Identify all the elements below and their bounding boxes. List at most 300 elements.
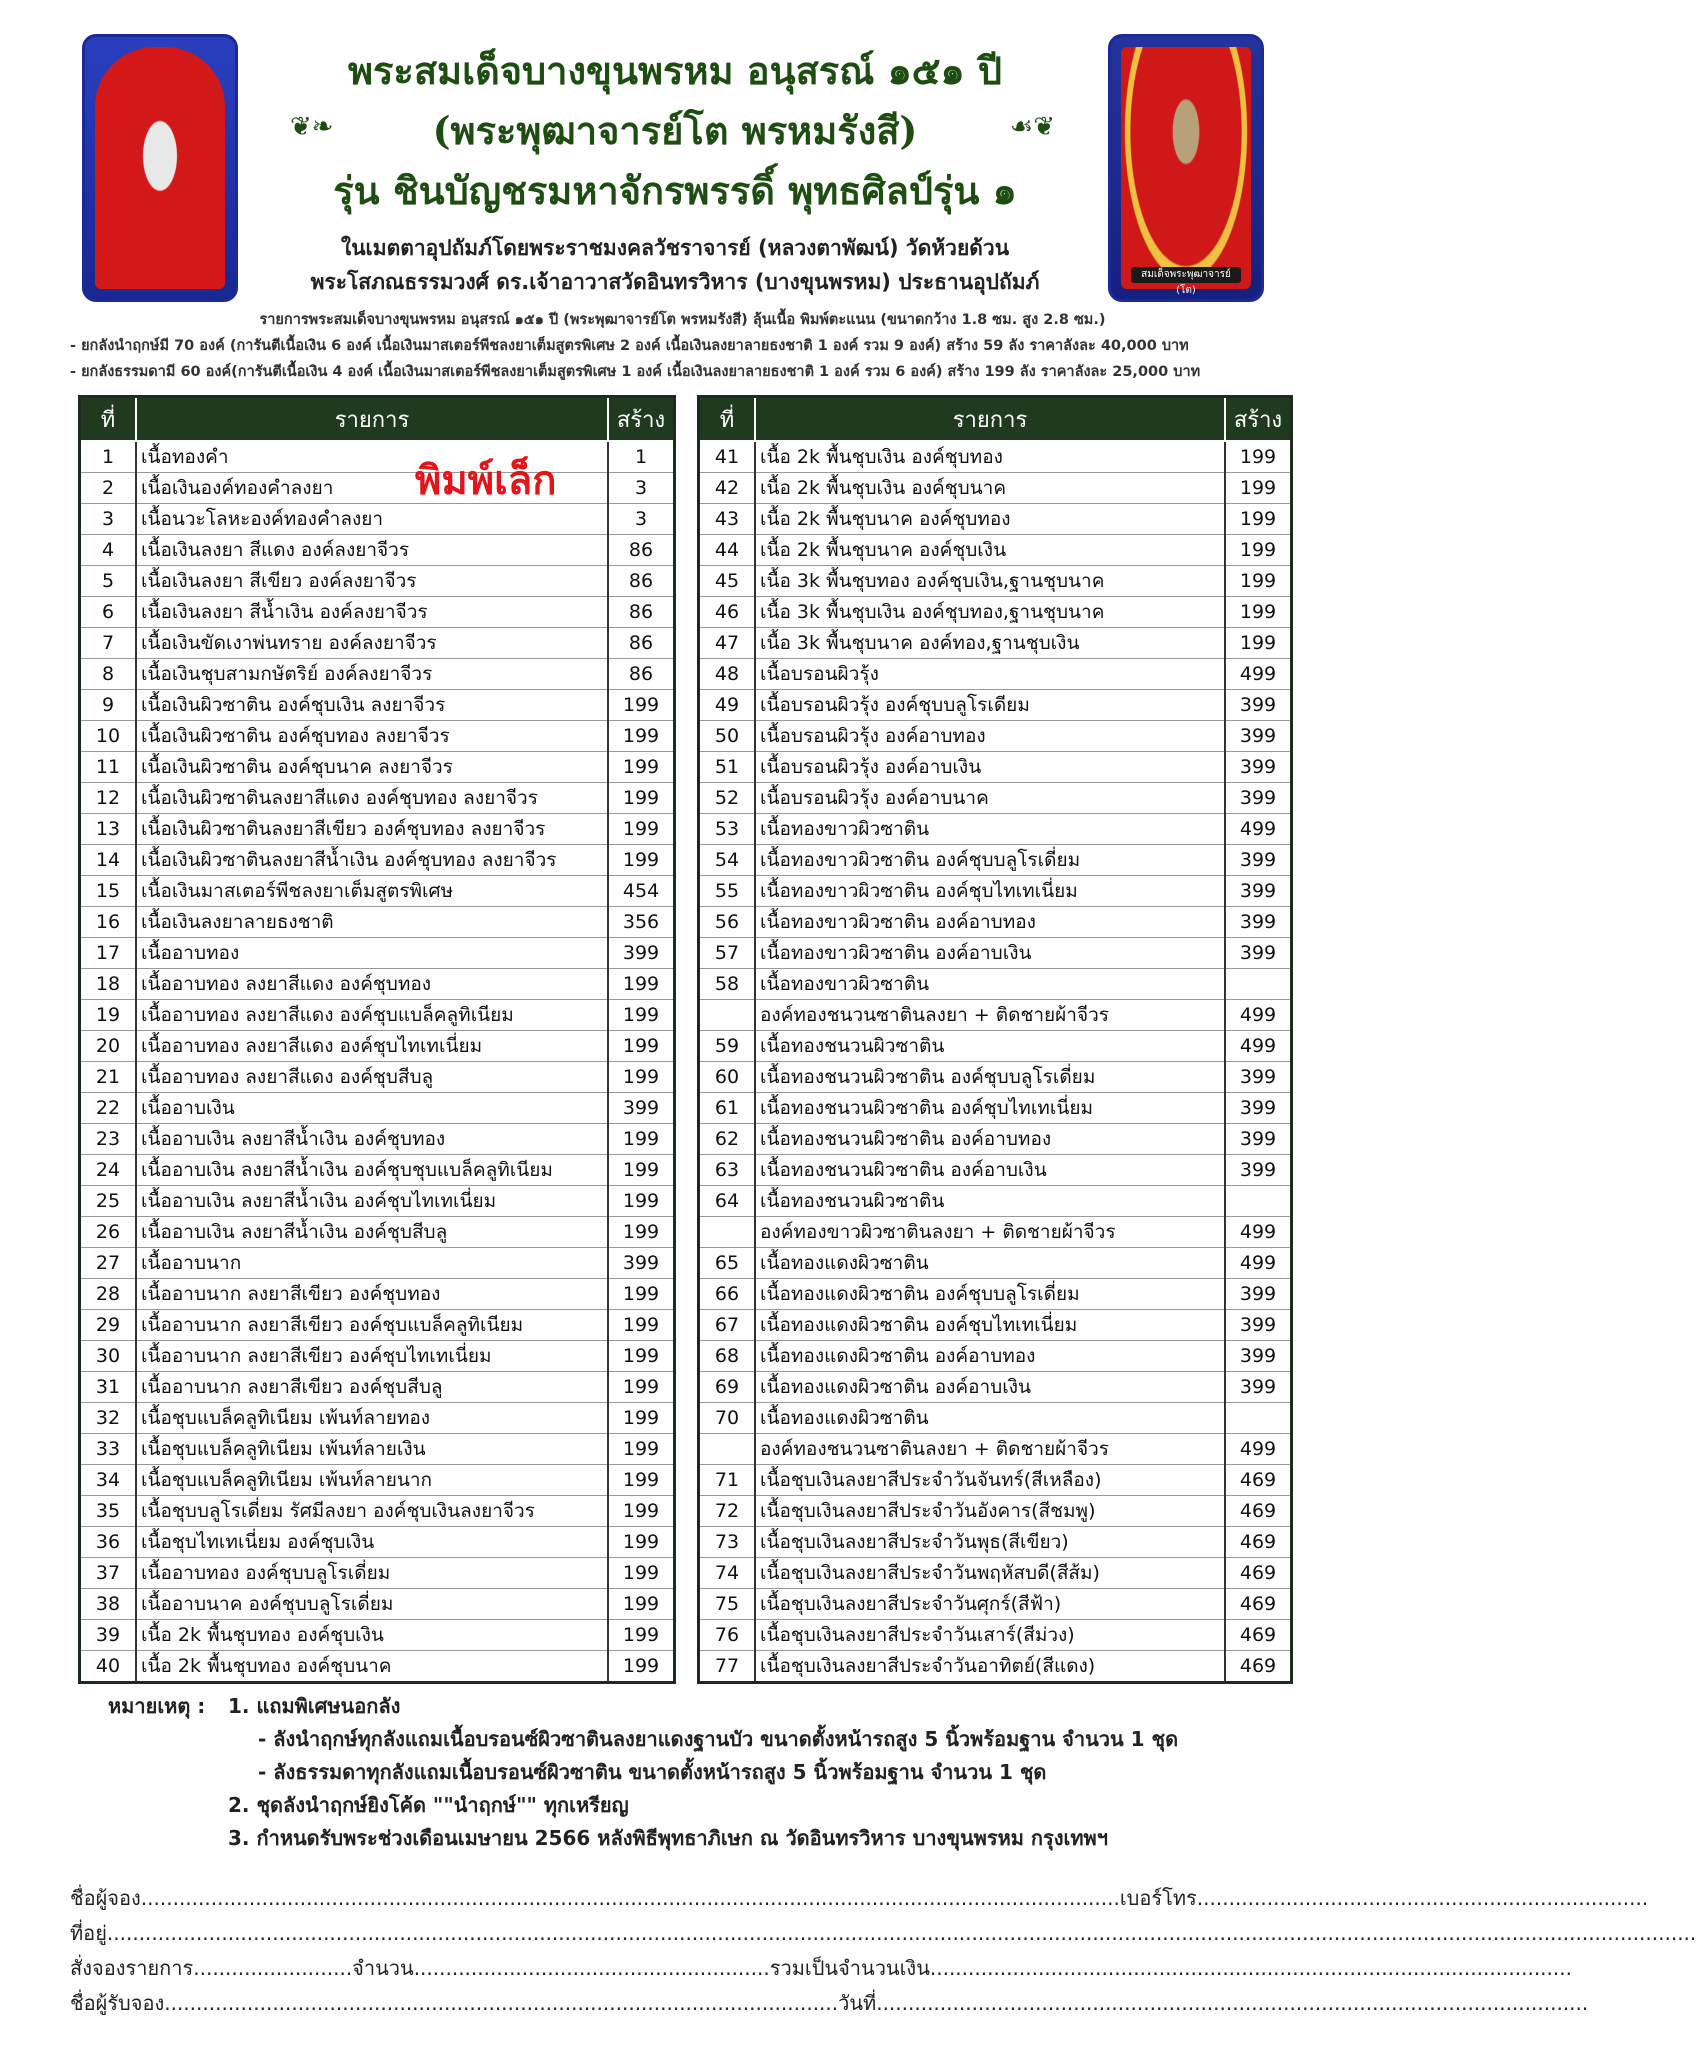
title-line-2: (พระพุฒาจารย์โต พรหมรังสี) <box>432 108 918 153</box>
row-quantity: 199 <box>1225 535 1292 566</box>
table-row <box>699 1093 1292 1124</box>
row-item: เนื้อเงินผิวซาติน องค์ชุบทอง ลงยาจีวร <box>136 721 608 752</box>
monk-figure-icon <box>1121 47 1251 289</box>
row-number: 73 <box>699 1527 756 1558</box>
row-quantity: 399 <box>1225 845 1292 876</box>
table-row <box>80 721 675 752</box>
row-item: เนื้อทองคำ <box>136 441 608 473</box>
row-number: 7 <box>80 628 137 659</box>
row-number: 41 <box>699 441 756 473</box>
note-1: 1. แถมพิเศษนอกลัง <box>228 1694 401 1718</box>
row-number: 72 <box>699 1496 756 1527</box>
table-row <box>699 845 1292 876</box>
row-item: เนื้อเงินมาสเตอร์พีชลงยาเต็มสูตรพิเศษ <box>136 876 608 907</box>
row-item: เนื้อเงินองค์ทองคำลงยา <box>136 473 608 504</box>
row-item: เนื้อเงินลงยา สีน้ำเงิน องค์ลงยาจีวร <box>136 597 608 628</box>
row-item: เนื้ออาบเงิน ลงยาสีน้ำเงิน องค์ชุบไทเทเนี่ยม <box>136 1186 608 1217</box>
row-number: 28 <box>80 1279 137 1310</box>
table-row <box>699 659 1292 690</box>
row-quantity: 199 <box>608 1124 675 1155</box>
table-row <box>80 1031 675 1062</box>
row-item: เนื้ออาบทอง ลงยาสีแดง องค์ชุบทอง <box>136 969 608 1000</box>
row-item: เนื้ออาบทอง ลงยาสีแดง องค์ชุบไทเทเนี่ยม <box>136 1031 608 1062</box>
row-item: เนื้อชุบเงินลงยาสีประจำวันศุกร์(สีฟ้า) <box>755 1589 1225 1620</box>
table-row <box>80 752 675 783</box>
row-quantity: 469 <box>1225 1620 1292 1651</box>
table-row <box>80 1124 675 1155</box>
row-number: 19 <box>80 1000 137 1031</box>
small-print-stamp: พิมพ์เล็ก <box>415 457 557 504</box>
row-number: 63 <box>699 1155 756 1186</box>
row-number: 6 <box>80 597 137 628</box>
table-row <box>699 535 1292 566</box>
row-item: เนื้อ 3k พื้นชุบนาค องค์ทอง,ฐานชุบเงิน <box>755 628 1225 659</box>
row-quantity: 469 <box>1225 1496 1292 1527</box>
row-item: เนื้อบรอนผิวรุ้ง <box>755 659 1225 690</box>
row-quantity <box>1225 1186 1292 1217</box>
table-row <box>80 783 675 814</box>
row-quantity: 86 <box>608 597 675 628</box>
row-item: เนื้อทองชนวนผิวซาติน องค์อาบทอง <box>755 1124 1225 1155</box>
notes-label: หมายเหตุ : <box>108 1694 206 1718</box>
row-quantity: 199 <box>608 1031 675 1062</box>
form-receiver-line[interactable]: ชื่อผู้รับจอง..........................................................................................................วันที่................................................................................................................ <box>70 1991 1589 2015</box>
table-row <box>699 1062 1292 1093</box>
row-quantity: 199 <box>608 752 675 783</box>
table-body-left <box>80 441 675 1683</box>
info-line-2: - ยกลังนำฤกษ์มี 70 องค์ (การันตีเนื้อเงิน 6 องค์ เนื้อเงินมาสเตอร์พีชลงยาเต็มสูตรพิเศษ 2 องค์ เนื้อเงินลงยาลายธงชาติ 1 องค์ รวม 9 องค์) สร้าง 59 ลัง ราคาลังละ 40,000 บาท <box>70 338 1189 354</box>
row-quantity: 399 <box>1225 938 1292 969</box>
row-quantity: 399 <box>1225 1155 1292 1186</box>
table-row <box>699 566 1292 597</box>
table-row <box>80 1558 675 1589</box>
row-number: 66 <box>699 1279 756 1310</box>
info-line-1: รายการพระสมเด็จบางขุนพรหม อนุสรณ์ ๑๕๑ ปี (พระพุฒาจารย์โต พรหมรังสี) ลุ้นเนื้อ พิมพ์ตะแนน (ขนาดกว้าง 1.8 ซม. สูง 2.8 ซม.) <box>259 312 1106 328</box>
table-row <box>80 1186 675 1217</box>
row-item: เนื้อชุบเงินลงยาสีประจำวันพุธ(สีเขียว) <box>755 1527 1225 1558</box>
row-number: 11 <box>80 752 137 783</box>
row-number: 26 <box>80 1217 137 1248</box>
table-row <box>80 1279 675 1310</box>
row-quantity: 499 <box>1225 1248 1292 1279</box>
table-row <box>699 1465 1292 1496</box>
table-row <box>699 1589 1292 1620</box>
row-item: องค์ทองชนวนซาตินลงยา + ติดชายผ้าจีวร <box>755 1000 1225 1031</box>
row-item: เนื้อทองชนวนผิวซาติน <box>755 1186 1225 1217</box>
row-item: เนื้อเงินผิวซาติน องค์ชุบนาค ลงยาจีวร <box>136 752 608 783</box>
table-row <box>80 969 675 1000</box>
row-quantity: 199 <box>608 1527 675 1558</box>
row-item: เนื้ออาบนาก ลงยาสีเขียว องค์ชุบสีบลู <box>136 1372 608 1403</box>
row-item: เนื้ออาบเงิน <box>136 1093 608 1124</box>
row-quantity: 199 <box>608 1155 675 1186</box>
table-row <box>699 938 1292 969</box>
row-number: 45 <box>699 566 756 597</box>
row-item: เนื้อทองชนวนผิวซาติน องค์ชุบไทเทเนี่ยม <box>755 1093 1225 1124</box>
table-row <box>80 690 675 721</box>
table-row <box>80 1155 675 1186</box>
row-quantity: 499 <box>1225 1000 1292 1031</box>
table-row <box>80 504 675 535</box>
note-2: 2. ชุดลังนำฤกษ์ยิงโค้ด ""นำฤกษ์"" ทุกเหรียญ <box>228 1793 629 1817</box>
table-row <box>699 1310 1292 1341</box>
table-row <box>699 1620 1292 1651</box>
row-quantity: 199 <box>608 1589 675 1620</box>
row-number: 37 <box>80 1558 137 1589</box>
row-number: 20 <box>80 1031 137 1062</box>
row-number: 60 <box>699 1062 756 1093</box>
row-quantity: 399 <box>1225 1310 1292 1341</box>
monk-amulet-image <box>1108 34 1264 302</box>
table-row <box>699 1372 1292 1403</box>
table-row <box>699 969 1292 1000</box>
row-number: 30 <box>80 1341 137 1372</box>
row-number: 39 <box>80 1620 137 1651</box>
row-number: 18 <box>80 969 137 1000</box>
table-body-right <box>699 441 1292 1683</box>
note-3: 3. กำหนดรับพระช่วงเดือนเมษายน 2566 หลังพิธีพุทธาภิเษก ณ วัดอินทรวิหาร บางขุนพรหม กรุงเทพฯ <box>228 1826 1108 1850</box>
row-quantity: 86 <box>608 659 675 690</box>
row-quantity: 199 <box>1225 597 1292 628</box>
table-row <box>699 783 1292 814</box>
header-no: ที่ <box>699 397 756 442</box>
row-item: เนื้อเงินลงยา สีเขียว องค์ลงยาจีวร <box>136 566 608 597</box>
row-item: เนื้ออาบนาก ลงยาสีเขียว องค์ชุบแบล็คลูทิเนียม <box>136 1310 608 1341</box>
table-row <box>80 845 675 876</box>
row-number <box>699 1434 756 1465</box>
table-row <box>699 907 1292 938</box>
row-number: 77 <box>699 1651 756 1683</box>
row-item: เนื้อทองขาวผิวซาติน องค์ชุบบลูโรเดี่ยม <box>755 845 1225 876</box>
table-row <box>699 441 1292 473</box>
row-item: เนื้ออาบทอง ลงยาสีแดง องค์ชุบแบล็คลูทิเนียม <box>136 1000 608 1031</box>
row-number: 59 <box>699 1031 756 1062</box>
row-item: เนื้อชุบแบล็คลูทิเนียม เพ้นท์ลายนาก <box>136 1465 608 1496</box>
row-number: 43 <box>699 504 756 535</box>
table-row <box>80 1620 675 1651</box>
row-number: 17 <box>80 938 137 969</box>
row-number: 49 <box>699 690 756 721</box>
ornament-left-icon: ❦❧ <box>290 112 334 142</box>
header-item: รายการ <box>755 397 1225 442</box>
row-quantity: 199 <box>1225 473 1292 504</box>
row-item: เนื้อนวะโลหะองค์ทองคำลงยา <box>136 504 608 535</box>
row-item: เนื้อ 2k พื้นชุบเงิน องค์ชุบทอง <box>755 441 1225 473</box>
row-quantity: 454 <box>608 876 675 907</box>
title-line-1: พระสมเด็จบางขุนพรหม อนุสรณ์ ๑๕๑ ปี <box>347 48 1003 93</box>
table-row <box>699 752 1292 783</box>
row-item: เนื้อทองแดงผิวซาติน องค์อาบเงิน <box>755 1372 1225 1403</box>
row-quantity: 499 <box>1225 1031 1292 1062</box>
info-line-3: - ยกลังธรรมดามี 60 องค์(การันตีเนื้อเงิน 4 องค์ เนื้อเงินมาสเตอร์พีชลงยาเต็มสูตรพิเศษ 1 องค์ เนื้อเงินลงยาลายธงชาติ 1 องค์ รวม 6 องค์) สร้าง 199 ลัง ราคาลังละ 25,000 บาท <box>70 364 1201 380</box>
row-quantity: 199 <box>1225 566 1292 597</box>
row-item: เนื้อทองชนวนผิวซาติน องค์อาบเงิน <box>755 1155 1225 1186</box>
table-row <box>80 1217 675 1248</box>
row-number: 70 <box>699 1403 756 1434</box>
header-no: ที่ <box>80 397 137 442</box>
table-row <box>699 628 1292 659</box>
row-quantity: 499 <box>1225 1434 1292 1465</box>
row-number: 25 <box>80 1186 137 1217</box>
row-number: 31 <box>80 1372 137 1403</box>
header-qty: สร้าง <box>608 397 675 442</box>
row-number: 71 <box>699 1465 756 1496</box>
row-quantity: 199 <box>608 814 675 845</box>
row-quantity: 399 <box>1225 752 1292 783</box>
row-number: 75 <box>699 1589 756 1620</box>
row-item: เนื้อ 2k พื้นชุบทอง องค์ชุบนาค <box>136 1651 608 1683</box>
row-number: 38 <box>80 1589 137 1620</box>
row-quantity: 199 <box>608 1496 675 1527</box>
row-number: 65 <box>699 1248 756 1279</box>
row-number: 74 <box>699 1558 756 1589</box>
row-item: เนื้ออาบนาก <box>136 1248 608 1279</box>
row-quantity <box>1225 1403 1292 1434</box>
row-number: 44 <box>699 535 756 566</box>
row-item: เนื้อบรอนผิวรุ้ง องค์อาบเงิน <box>755 752 1225 783</box>
row-number: 4 <box>80 535 137 566</box>
row-number: 40 <box>80 1651 137 1683</box>
table-row <box>80 473 675 504</box>
table-row <box>699 504 1292 535</box>
row-item: เนื้ออาบนาก ลงยาสีเขียว องค์ชุบทอง <box>136 1279 608 1310</box>
row-item: เนื้อทองแดงผิวซาติน องค์อาบทอง <box>755 1341 1225 1372</box>
row-quantity: 199 <box>1225 504 1292 535</box>
row-quantity: 199 <box>608 1620 675 1651</box>
row-number: 36 <box>80 1527 137 1558</box>
row-number: 24 <box>80 1155 137 1186</box>
row-number: 50 <box>699 721 756 752</box>
row-number: 58 <box>699 969 756 1000</box>
row-quantity: 1 <box>608 441 675 473</box>
row-number: 12 <box>80 783 137 814</box>
row-item: เนื้ออาบทอง องค์ชุบบลูโรเดี่ยม <box>136 1558 608 1589</box>
row-item: องค์ทองชนวนซาตินลงยา + ติดชายผ้าจีวร <box>755 1434 1225 1465</box>
row-quantity: 199 <box>608 1651 675 1683</box>
row-quantity: 499 <box>1225 814 1292 845</box>
row-number: 53 <box>699 814 756 845</box>
row-number: 51 <box>699 752 756 783</box>
row-item: เนื้ออาบนาค องค์ชุบบลูโรเดี่ยม <box>136 1589 608 1620</box>
row-quantity: 199 <box>608 1310 675 1341</box>
row-item: เนื้อชุบเงินลงยาสีประจำวันอังคาร(สีชมพู) <box>755 1496 1225 1527</box>
row-number: 67 <box>699 1310 756 1341</box>
row-quantity: 86 <box>608 535 675 566</box>
row-quantity: 399 <box>1225 1124 1292 1155</box>
subtitle-line-2: พระโสภณธรรมวงศ์ ดร.เจ้าอาวาสวัดอินทรวิหาร (บางขุนพรหม) ประธานอุปถัมภ์ <box>310 270 1040 294</box>
row-quantity: 399 <box>1225 721 1292 752</box>
row-number: 29 <box>80 1310 137 1341</box>
row-number: 46 <box>699 597 756 628</box>
row-number: 68 <box>699 1341 756 1372</box>
row-number: 64 <box>699 1186 756 1217</box>
table-row <box>699 876 1292 907</box>
table-row <box>80 1496 675 1527</box>
row-quantity: 199 <box>1225 441 1292 473</box>
row-number: 15 <box>80 876 137 907</box>
row-item: เนื้อชุบแบล็คลูทิเนียม เพ้นท์ลายเงิน <box>136 1434 608 1465</box>
table-row <box>80 876 675 907</box>
table-row <box>699 1403 1292 1434</box>
row-quantity: 199 <box>608 1000 675 1031</box>
row-number: 52 <box>699 783 756 814</box>
table-row <box>699 690 1292 721</box>
row-number: 57 <box>699 938 756 969</box>
row-item: เนื้ออาบเงิน ลงยาสีน้ำเงิน องค์ชุบสีบลู <box>136 1217 608 1248</box>
row-quantity: 469 <box>1225 1558 1292 1589</box>
row-quantity: 469 <box>1225 1651 1292 1683</box>
row-item: เนื้อชุบเงินลงยาสีประจำวันพฤหัสบดี(สีส้ม) <box>755 1558 1225 1589</box>
note-1b: - ลังธรรมดาทุกลังแถมเนื้อบรอนซ์ผิวซาติน ขนาดตั้งหน้ารถสูง 5 นิ้วพร้อมฐาน จำนวน 1 ชุด <box>258 1760 1047 1784</box>
row-item: เนื้อชุบแบล็คลูทิเนียม เพ้นท์ลายทอง <box>136 1403 608 1434</box>
row-quantity: 499 <box>1225 1217 1292 1248</box>
table-row <box>80 1093 675 1124</box>
buddha-amulet-image <box>82 34 238 302</box>
row-number: 55 <box>699 876 756 907</box>
row-item: องค์ทองขาวผิวซาตินลงยา + ติดชายผ้าจีวร <box>755 1217 1225 1248</box>
row-item: เนื้อชุบเงินลงยาสีประจำวันเสาร์(สีม่วง) <box>755 1620 1225 1651</box>
table-row <box>80 1372 675 1403</box>
table-row <box>699 1155 1292 1186</box>
form-address-line[interactable]: ที่อยู่.......................................................................................................................................................................................................................................................... <box>70 1921 1696 1945</box>
row-item: เนื้อทองขาวผิวซาติน องค์อาบทอง <box>755 907 1225 938</box>
row-quantity: 199 <box>608 969 675 1000</box>
row-item: เนื้อทองขาวผิวซาติน <box>755 814 1225 845</box>
table-row <box>80 1527 675 1558</box>
row-quantity: 199 <box>1225 628 1292 659</box>
table-row <box>80 628 675 659</box>
row-quantity: 199 <box>608 1217 675 1248</box>
row-item: เนื้อทองชนวนผิวซาติน <box>755 1031 1225 1062</box>
row-quantity: 399 <box>1225 1372 1292 1403</box>
row-item: เนื้อทองแดงผิวซาติน องค์ชุบบลูโรเดี่ยม <box>755 1279 1225 1310</box>
row-quantity: 399 <box>1225 1062 1292 1093</box>
row-item: เนื้อชุบเงินลงยาสีประจำวันอาทิตย์(สีแดง) <box>755 1651 1225 1683</box>
row-item: เนื้อทองชนวนผิวซาติน องค์ชุบบลูโรเดี่ยม <box>755 1062 1225 1093</box>
row-number: 69 <box>699 1372 756 1403</box>
header-item: รายการ <box>136 397 608 442</box>
row-quantity: 399 <box>608 1093 675 1124</box>
row-item: เนื้อบรอนผิวรุ้ง องค์ชุบบลูโรเดียม <box>755 690 1225 721</box>
table-row <box>699 1651 1292 1683</box>
row-item: เนื้ออาบทอง ลงยาสีแดง องค์ชุบสีบลู <box>136 1062 608 1093</box>
table-row <box>80 1589 675 1620</box>
table-row <box>80 1310 675 1341</box>
row-number: 10 <box>80 721 137 752</box>
row-item: เนื้ออาบทอง <box>136 938 608 969</box>
items-table-right <box>697 395 1293 1684</box>
form-name-line[interactable]: ชื่อผู้จอง..........................................................................................................................................................เบอร์โทร....................................................................... <box>70 1886 1649 1910</box>
row-number: 14 <box>80 845 137 876</box>
row-item: เนื้อ 3k พื้นชุบทอง องค์ชุบเงิน,ฐานชุบนาค <box>755 566 1225 597</box>
table-row <box>80 1248 675 1279</box>
row-number: 32 <box>80 1403 137 1434</box>
table-row <box>80 597 675 628</box>
row-number: 3 <box>80 504 137 535</box>
table-row <box>699 597 1292 628</box>
row-quantity: 399 <box>1225 690 1292 721</box>
table-row <box>80 1403 675 1434</box>
row-number: 48 <box>699 659 756 690</box>
row-number: 76 <box>699 1620 756 1651</box>
table-row <box>80 1000 675 1031</box>
row-number: 47 <box>699 628 756 659</box>
row-quantity: 399 <box>1225 907 1292 938</box>
row-item: เนื้อเงินลงยาลายธงชาติ <box>136 907 608 938</box>
amulet-caption: สมเด็จพระพุฒาจารย์ (โต) <box>1131 267 1241 283</box>
ornament-right-icon: ☙❦ <box>1010 112 1056 142</box>
row-quantity: 399 <box>1225 876 1292 907</box>
row-quantity: 86 <box>608 628 675 659</box>
row-item: เนื้อเงินผิวซาติน องค์ชุบเงิน ลงยาจีวร <box>136 690 608 721</box>
table-row <box>80 566 675 597</box>
row-item: เนื้อชุบไทเทเนี่ยม องค์ชุบเงิน <box>136 1527 608 1558</box>
table-row <box>699 721 1292 752</box>
row-number: 33 <box>80 1434 137 1465</box>
row-item: เนื้ออาบเงิน ลงยาสีน้ำเงิน องค์ชุบทอง <box>136 1124 608 1155</box>
row-number: 54 <box>699 845 756 876</box>
table-row <box>80 1465 675 1496</box>
table-row <box>699 1248 1292 1279</box>
table-row <box>80 1651 675 1683</box>
table-row <box>699 1186 1292 1217</box>
row-number: 5 <box>80 566 137 597</box>
table-row <box>699 1434 1292 1465</box>
row-item: เนื้อเงินผิวซาตินลงยาสีแดง องค์ชุบทอง ลงยาจีวร <box>136 783 608 814</box>
row-number: 35 <box>80 1496 137 1527</box>
table-row <box>699 1000 1292 1031</box>
row-number: 42 <box>699 473 756 504</box>
row-number: 56 <box>699 907 756 938</box>
row-number: 34 <box>80 1465 137 1496</box>
row-number: 13 <box>80 814 137 845</box>
form-order-line[interactable]: สั่งจองรายการ.........................จำนวน........................................................รวมเป็นจำนวนเงิน..................................................................................................... <box>70 1956 1572 1980</box>
row-number <box>699 1217 756 1248</box>
table-row <box>80 535 675 566</box>
row-quantity: 399 <box>1225 783 1292 814</box>
row-item: เนื้อทองแดงผิวซาติน <box>755 1403 1225 1434</box>
row-number: 22 <box>80 1093 137 1124</box>
row-number <box>699 1000 756 1031</box>
row-item: เนื้อเงินลงยา สีแดง องค์ลงยาจีวร <box>136 535 608 566</box>
table-row <box>699 1124 1292 1155</box>
row-quantity: 399 <box>608 1248 675 1279</box>
row-quantity: 469 <box>1225 1589 1292 1620</box>
row-quantity: 399 <box>608 938 675 969</box>
row-quantity: 199 <box>608 1434 675 1465</box>
table-row <box>80 1341 675 1372</box>
row-item: เนื้อเงินผิวซาตินลงยาสีน้ำเงิน องค์ชุบทอง ลงยาจีวร <box>136 845 608 876</box>
row-number: 61 <box>699 1093 756 1124</box>
row-number: 8 <box>80 659 137 690</box>
row-number: 23 <box>80 1124 137 1155</box>
table-row <box>699 1217 1292 1248</box>
row-number: 16 <box>80 907 137 938</box>
row-quantity: 199 <box>608 690 675 721</box>
table-row <box>699 1031 1292 1062</box>
row-item: เนื้ออาบเงิน ลงยาสีน้ำเงิน องค์ชุบชุบแบล็คลูทิเนียม <box>136 1155 608 1186</box>
row-quantity: 86 <box>608 566 675 597</box>
row-item: เนื้อทองขาวผิวซาติน องค์ชุบไทเทเนี่ยม <box>755 876 1225 907</box>
row-quantity: 199 <box>608 721 675 752</box>
table-row <box>699 473 1292 504</box>
row-quantity: 199 <box>608 1558 675 1589</box>
row-quantity: 199 <box>608 1341 675 1372</box>
table-header-row <box>699 397 1292 442</box>
table-row <box>80 814 675 845</box>
row-number: 21 <box>80 1062 137 1093</box>
row-quantity: 469 <box>1225 1527 1292 1558</box>
